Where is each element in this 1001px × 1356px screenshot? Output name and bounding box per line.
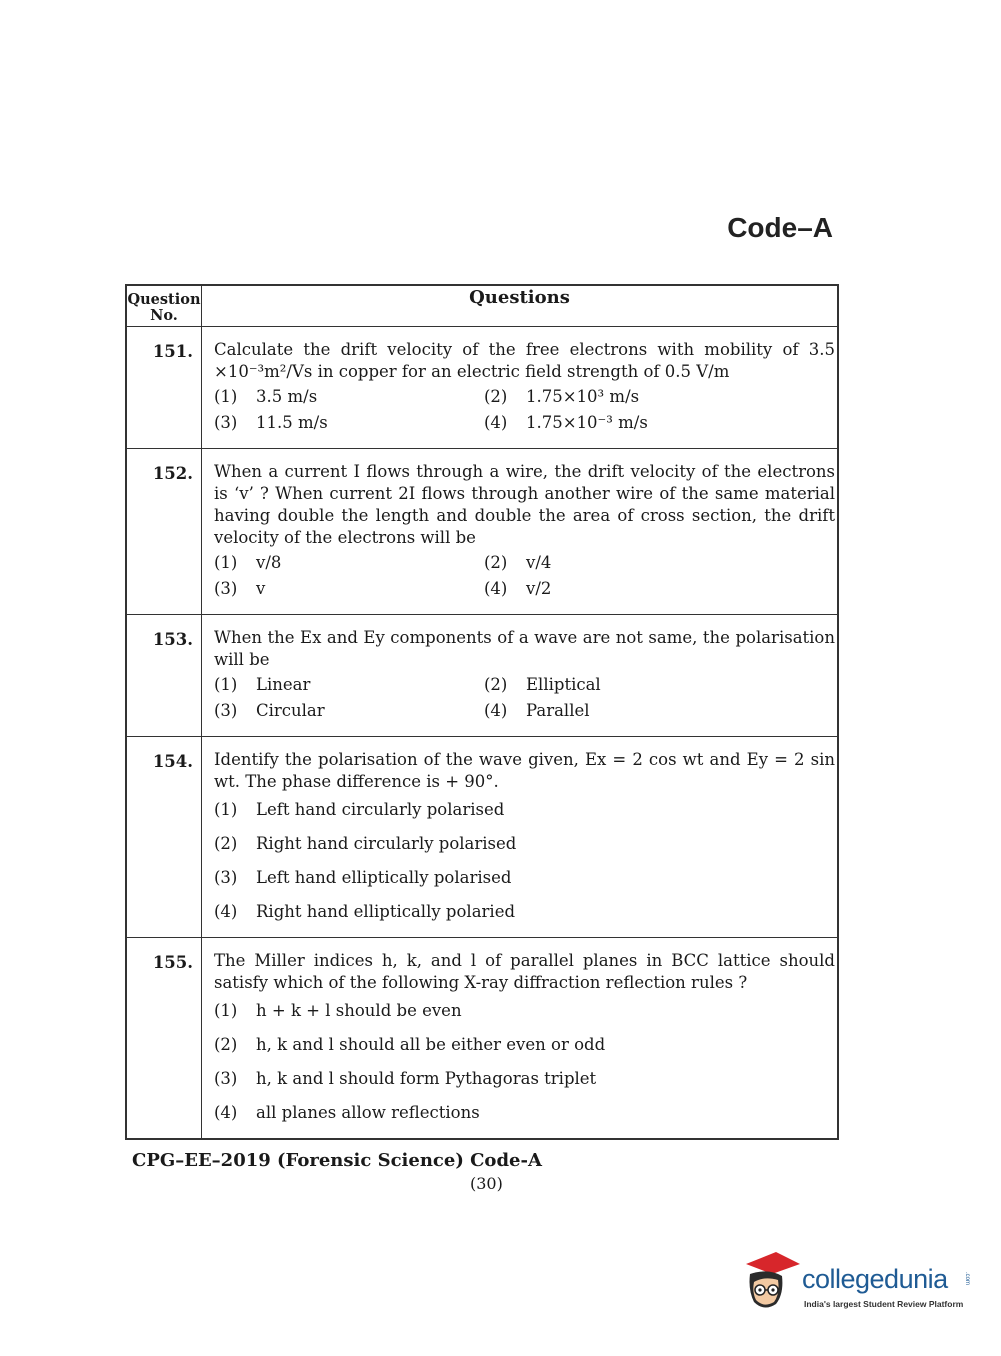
logo-wordmark: collegedunia	[802, 1264, 948, 1294]
option-label: (4)	[214, 902, 238, 921]
options-list	[214, 799, 835, 923]
option-text: Elliptical	[526, 675, 601, 694]
logo-suffix: .com	[964, 1272, 970, 1286]
question-body	[202, 737, 839, 938]
option-text: Right hand elliptically polaried	[256, 902, 516, 921]
table-header-row	[126, 285, 838, 327]
option-text: v/2	[526, 579, 552, 598]
code-heading: Code–A	[727, 212, 833, 243]
option-text: Left hand elliptically polarised	[256, 868, 512, 887]
option-label: (2)	[214, 834, 238, 853]
question-stem-line: The Miller indices h, k, and l of parallel planes in BCC lattice should satisfy	[214, 951, 835, 992]
option	[214, 1034, 835, 1056]
question-stem	[214, 339, 835, 383]
options-list	[214, 386, 835, 434]
option-label: (3)	[214, 1069, 238, 1088]
question-body	[202, 327, 839, 449]
mascot-icon	[742, 1250, 802, 1316]
option	[484, 552, 835, 574]
collegedunia-logo	[742, 1250, 972, 1318]
question-stem-line: which of the following X-ray diffraction reflection rules ?	[273, 973, 748, 992]
question-stem-line: Identify the polarisation of the wave given, Ex = 2 cos wt and Ey = 2 sin wt.	[214, 750, 835, 791]
option-text: h + k + l should be even	[256, 1001, 462, 1020]
question-number: 153.	[126, 615, 202, 737]
option	[214, 578, 484, 600]
question-row	[126, 615, 838, 737]
option	[214, 799, 835, 821]
question-stem-line: The phase difference is + 90°.	[245, 772, 499, 791]
option	[484, 578, 835, 600]
options-list	[214, 674, 835, 722]
option-label: (2)	[484, 553, 508, 572]
question-stem-line: ‘v’ ? When current 2I flows through another wire of the same material	[234, 484, 835, 503]
question-row	[126, 327, 838, 449]
option-label: (3)	[214, 701, 238, 720]
option-text: h, k and l should form Pythagoras triplet	[256, 1069, 597, 1088]
option-label: (2)	[484, 675, 508, 694]
option	[214, 700, 484, 722]
option	[214, 901, 835, 923]
option-text: 1.75×10⁻³ m/s	[526, 413, 648, 432]
option-label: (1)	[214, 800, 238, 819]
question-row	[126, 737, 838, 938]
question-stem-line: will be	[214, 650, 270, 669]
option-text: v/4	[526, 553, 552, 572]
option	[214, 867, 835, 889]
option	[214, 1000, 835, 1022]
option-label: (1)	[214, 387, 238, 406]
questions-body	[126, 327, 838, 1140]
option-text: v/8	[256, 553, 282, 572]
option-text: Linear	[256, 675, 311, 694]
option-text: v	[256, 579, 266, 598]
option-label: (4)	[484, 413, 508, 432]
questions-table	[125, 284, 839, 1140]
question-stem	[214, 461, 835, 549]
question-stem	[214, 950, 835, 994]
option-text: all planes allow reflections	[256, 1103, 480, 1122]
question-stem-line: Calculate the drift velocity of the free electrons with mobility of	[214, 340, 799, 359]
question-stem-line: having double the length and double the area of cross section, the drift	[214, 506, 835, 525]
question-row	[126, 449, 838, 615]
option	[214, 412, 484, 434]
option	[214, 674, 484, 696]
option-text: 1.75×10³ m/s	[526, 387, 640, 406]
question-stem	[214, 627, 835, 671]
question-no-header-line-1: Question	[127, 291, 201, 308]
option-label: (1)	[214, 553, 238, 572]
option-label: (3)	[214, 579, 238, 598]
option-text: Circular	[256, 701, 325, 720]
question-body	[202, 938, 839, 1140]
question-stem-line: When the Ex and Ey components of a wave are not same, the polarisation	[214, 628, 835, 647]
options-list	[214, 1000, 835, 1124]
option	[484, 386, 835, 408]
option	[484, 412, 835, 434]
option-label: (2)	[214, 1035, 238, 1054]
exam-footer: CPG–EE–2019 (Forensic Science) Code-A	[132, 1150, 542, 1171]
option-text: h, k and l should all be either even or odd	[256, 1035, 606, 1054]
option-label: (3)	[214, 413, 238, 432]
logo-tagline: India's largest Student Review Platform	[804, 1299, 964, 1309]
question-stem-line: When a current I flows through a wire, the drift velocity of the electrons is	[214, 462, 835, 503]
option-label: (1)	[214, 675, 238, 694]
option	[214, 1068, 835, 1090]
question-number: 154.	[126, 737, 202, 938]
option	[484, 674, 835, 696]
option-text: Parallel	[526, 701, 590, 720]
option-label: (1)	[214, 1001, 238, 1020]
option	[214, 552, 484, 574]
option-text: Right hand circularly polarised	[256, 834, 517, 853]
option	[214, 386, 484, 408]
option-label: (4)	[484, 701, 508, 720]
page-number: (30)	[470, 1174, 503, 1193]
question-no-header-line-2: No.	[150, 307, 178, 324]
option	[214, 833, 835, 855]
option-text: 11.5 m/s	[256, 413, 328, 432]
question-body	[202, 615, 839, 737]
question-row	[126, 938, 838, 1140]
option	[484, 700, 835, 722]
question-stem-line: velocity of the electrons will be	[214, 528, 476, 547]
option-label: (2)	[484, 387, 508, 406]
question-number: 155.	[126, 938, 202, 1140]
option-label: (4)	[484, 579, 508, 598]
option-label: (4)	[214, 1103, 238, 1122]
question-number: 152.	[126, 449, 202, 615]
questions-header: Questions	[202, 285, 839, 327]
question-number: 151.	[126, 327, 202, 449]
options-list	[214, 552, 835, 600]
question-stem	[214, 749, 835, 793]
question-body	[202, 449, 839, 615]
question-no-header	[126, 285, 202, 327]
question-stem-line: 3.5 ×10⁻³m²/Vs in copper for an electric field strength of 0.5 V/m	[214, 340, 835, 381]
option-text: 3.5 m/s	[256, 387, 318, 406]
option	[214, 1102, 835, 1124]
option-text: Left hand circularly polarised	[256, 800, 505, 819]
option-label: (3)	[214, 868, 238, 887]
